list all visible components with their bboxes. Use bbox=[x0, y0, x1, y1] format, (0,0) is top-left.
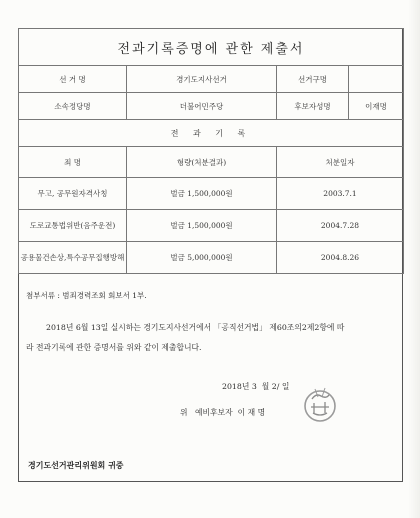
page-edge-shadow bbox=[408, 0, 420, 518]
record-sentence: 벌금 1,500,000원 bbox=[127, 178, 277, 210]
header-offense: 죄 명 bbox=[19, 147, 127, 178]
header-date: 처분일자 bbox=[277, 147, 404, 178]
declaration-line-2: 라 전과기록에 관한 증명서를 위와 같이 제출합니다. bbox=[26, 343, 202, 352]
district-label: 선거구명 bbox=[277, 66, 349, 93]
criminal-record-section-title: 전 과 기 록 bbox=[19, 120, 404, 147]
record-date: 2003.7.1 bbox=[277, 178, 404, 210]
declaration-line-1: 2018년 6월 13일 실시하는 경기도지사선거에서 「공직선거법」 제60조의2제2항에 따 bbox=[46, 323, 345, 332]
candidate-label: 후보자성명 bbox=[277, 93, 349, 120]
record-offense: 공용물건손상,특수공무집행방해 bbox=[19, 242, 127, 274]
table-row bbox=[19, 210, 404, 242]
candidate-value: 이재명 bbox=[349, 93, 404, 120]
official-seal-icon bbox=[300, 385, 340, 425]
signer-line: 위 예비후보자 이 재 명 bbox=[180, 408, 266, 417]
declaration-text bbox=[26, 318, 381, 358]
record-offense: 도로교통법위반(음주운전) bbox=[19, 210, 127, 242]
submission-form-table bbox=[18, 28, 404, 274]
submission-date: 2018년 3 월 2/ 일 bbox=[222, 382, 290, 391]
record-sentence: 벌금 1,500,000원 bbox=[127, 210, 277, 242]
record-offense: 무고, 공무원자격사칭 bbox=[19, 178, 127, 210]
party-label: 소속정당명 bbox=[19, 93, 127, 120]
record-date: 2004.8.26 bbox=[277, 242, 404, 274]
header-sentence: 형량(처분결과) bbox=[127, 147, 277, 178]
election-label: 선 거 명 bbox=[19, 66, 127, 93]
record-sentence: 벌금 5,000,000원 bbox=[127, 242, 277, 274]
recipient-footer: 경기도선거관리위원회 귀중 bbox=[28, 460, 124, 470]
district-value bbox=[349, 66, 404, 93]
table-row bbox=[19, 242, 404, 274]
record-date: 2004.7.28 bbox=[277, 210, 404, 242]
table-row bbox=[19, 178, 404, 210]
party-value: 더불어민주당 bbox=[127, 93, 277, 120]
attachment-note: 첨부서류 : 범죄경력조회 회보서 1부. bbox=[26, 291, 147, 300]
election-value: 경기도지사선거 bbox=[127, 66, 277, 93]
document-title: 전과기록증명에 관한 제출서 bbox=[19, 29, 404, 66]
